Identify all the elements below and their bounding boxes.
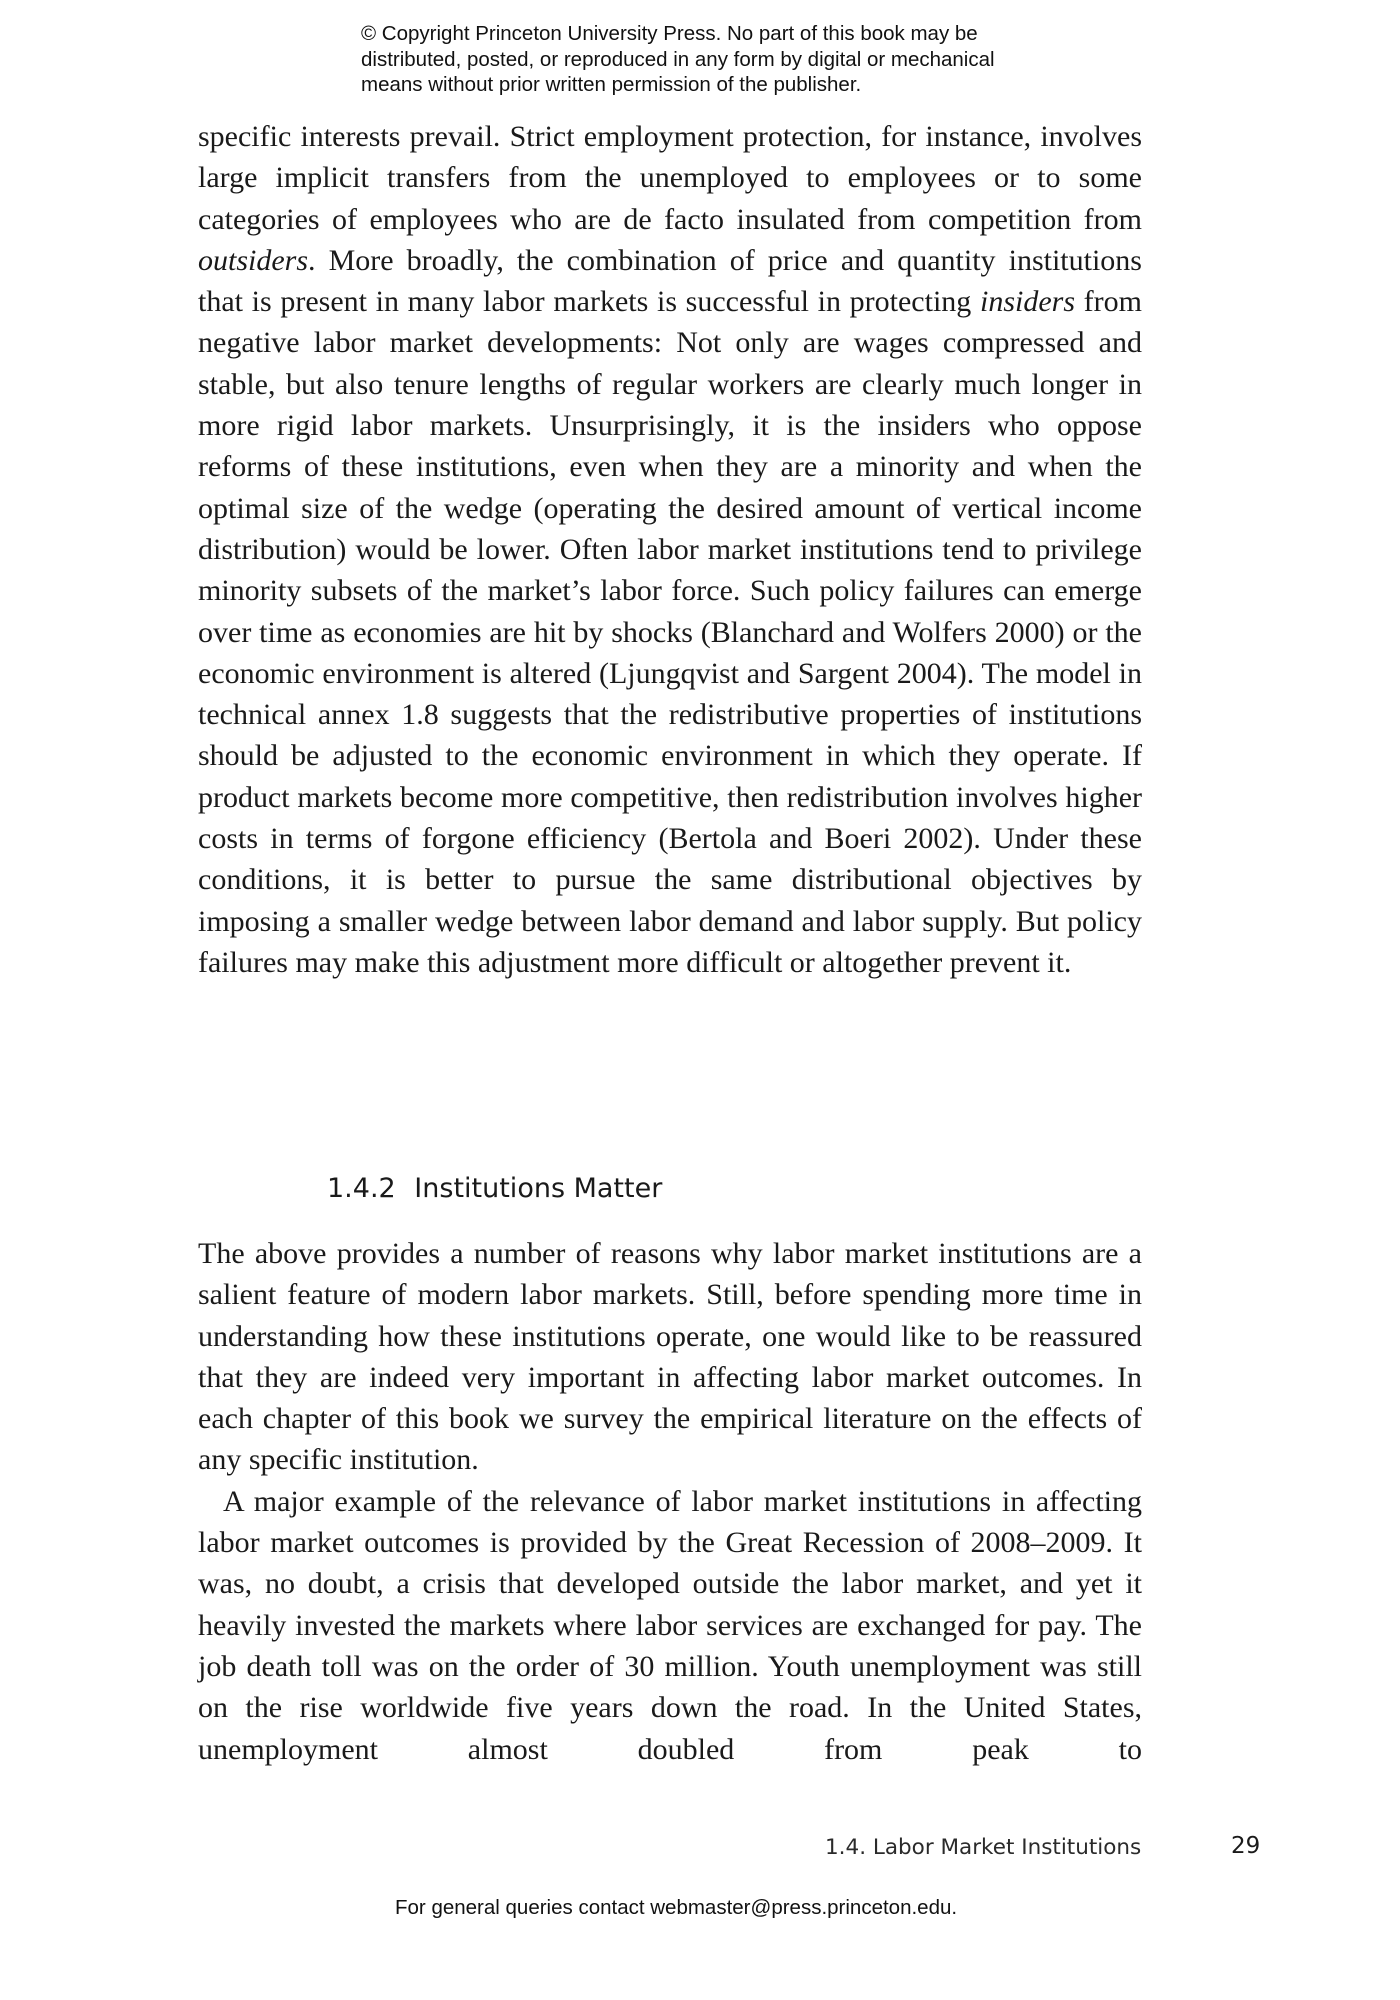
paragraph-text: specific interests prevail. Strict employment protection, for instance, involves large implicit transfers from the unemployed to employees or to some categories of employees who are de facto insulated from competition from [198, 120, 1142, 236]
body-text-upper [198, 116, 1142, 983]
contact-notice: For general queries contact webmaster@press.princeton.edu. [395, 1896, 958, 1919]
paragraph [198, 116, 1142, 983]
page-number: 29 [1231, 1833, 1261, 1859]
section-number: 1.4.2 [327, 1173, 396, 1204]
running-footer: 1.4. Labor Market Institutions [825, 1835, 1142, 1860]
section-heading [327, 1172, 662, 1206]
italic-term: insiders [979, 285, 1075, 319]
copyright-line: distributed, posted, or reproduced in any form by digital or mechanical [361, 47, 995, 71]
paragraph-text: . More broadly, the combination of price and quantity institutions that is present in many labor markets is successful in protecting [198, 243, 1142, 319]
paragraph: The above provides a number of reasons why labor market institutions are a salient feature of modern labor markets. Still, before spending more time in understanding how these institutions operate, one would like to be reassured that they are indeed very important in affecting labor market outcomes. In each chapter of this book we survey the empirical literature on the effects of any specific institution. [198, 1237, 1142, 1477]
italic-term: outsiders [198, 243, 309, 277]
paragraph-text: from negative labor market developments: Not only are wages compressed and stable, but also tenure lengths of regular workers are clearly much longer in more rigid labor markets. Unsurprisingly, it is the insiders who oppose reforms of these institutions, even when they are a minority and when the optimal size of the wedge (operating the desired amount of vertical income distribution) would be lower. Often labor market institutions tend to privilege minority subsets of the market’s labor force. Such policy failures can emerge over time as economies are hit by shocks (Blanchard and Wolfers 2000) or the economic environment is altered (Ljungqvist and Sargent 2004). The model in technical annex 1.8 suggests that the redistributive properties of institutions should be adjusted to the economic environment in which they operate. If product markets become more competitive, then redistribution involves higher costs in terms of forgone efficiency (Bertola and Boeri 2002). Under these conditions, it is better to pursue the same distributional objectives by imposing a smaller wedge between labor demand and labor supply. But policy failures may make this adjustment more difficult or altogether prevent it. [198, 285, 1142, 979]
body-text-lower [198, 1233, 1142, 1770]
copyright-line: © Copyright Princeton University Press. No part of this book may be [361, 22, 978, 45]
section-title: Institutions Matter [414, 1173, 663, 1204]
copyright-notice [361, 21, 1121, 98]
copyright-line: means without prior written permission of the publisher. [361, 73, 862, 96]
paragraph: A major example of the relevance of labor market institutions in affecting labor market outcomes is provided by the Great Recession of 2008–2009. It was, no doubt, a crisis that developed outside the labor market, and yet it heavily invested the markets where labor services are exchanged for pay. The job death toll was on the order of 30 million. Youth unemployment was still on the rise worldwide five years down the road. In the United States, unemployment almost doubled from peak to [198, 1484, 1142, 1766]
